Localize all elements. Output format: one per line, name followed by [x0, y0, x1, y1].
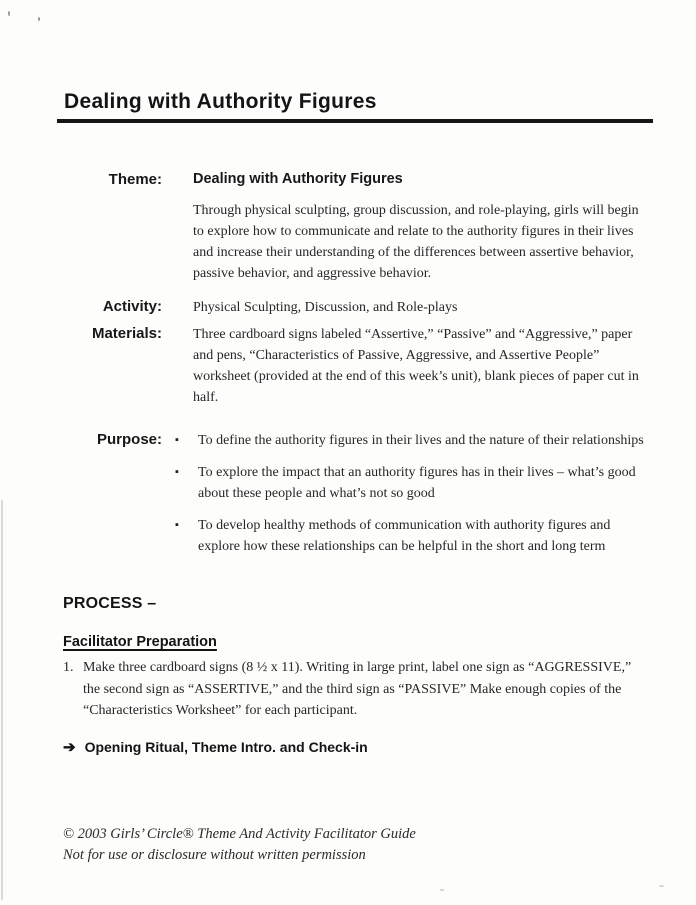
step-number: 1.: [63, 660, 74, 675]
facilitator-preparation-heading: Facilitator Preparation: [63, 634, 217, 650]
square-bullet-icon: ▪: [175, 434, 179, 446]
purpose-bullet-text: To develop healthy methods of communication with authority figures and explore how these relationships can be helpful in the short and long term: [198, 518, 611, 554]
theme-description: Through physical sculpting, group discussion, and role-playing, girls will begin to explore how to communicate and relate to the authority figures in their lives and increase their understanding of the differences between assertive behavior, passive behavior, and aggressive behavior.: [193, 203, 639, 281]
purpose-bullet-item: [175, 462, 645, 504]
theme-heading: Dealing with Authority Figures: [193, 171, 403, 187]
opening-ritual-heading: [63, 738, 368, 756]
square-bullet-icon: ▪: [175, 519, 179, 531]
scan-speck: [659, 885, 664, 887]
purpose-bullet-text: To explore the impact that an authority figures has in their lives – what’s good about these people and what’s not so good: [198, 465, 636, 501]
activity-value: Physical Sculpting, Discussion, and Role-plays: [193, 300, 458, 315]
purpose-bullet-text: To define the authority figures in their lives and the nature of their relationships: [198, 433, 644, 448]
materials-row: [60, 324, 652, 408]
scan-edge-line: [1, 500, 3, 900]
square-bullet-icon: ▪: [175, 466, 179, 478]
process-step-1: [63, 657, 648, 722]
scan-speck: [8, 11, 10, 16]
materials-value: Three cardboard signs labeled “Assertive,” “Passive” and “Aggressive,” paper and pens, “Characteristics of Passive, Aggressive, and Assertive People” worksheet (provided at the end of this week’s unit), blank pieces of paper cut in half.: [193, 327, 639, 405]
step-text: Make three cardboard signs (8 ½ x 11). Writing in large print, label one sign as “AGGRESSIVE,” the second sign as “ASSERTIVE,” and the third sign as “PASSIVE” Make enough copies of the “Characteristics Worksheet” for each participant.: [83, 660, 632, 718]
purpose-bullet-item: [175, 515, 645, 557]
right-arrow-icon: ➔: [63, 739, 76, 756]
theme-value: [193, 170, 645, 284]
opening-ritual-label: Opening Ritual, Theme Intro. and Check-in: [84, 739, 368, 755]
activity-label: Activity:: [102, 298, 162, 315]
purpose-label: Purpose:: [96, 431, 162, 448]
theme-label: Theme:: [108, 171, 162, 188]
page-title: Dealing with Authority Figures: [64, 90, 377, 113]
purpose-row: [60, 430, 652, 568]
theme-row: [60, 170, 652, 284]
purpose-bullet-item: [175, 430, 645, 451]
disclosure-line: Not for use or disclosure without written permission: [63, 847, 366, 863]
title-rule: [57, 119, 653, 123]
process-heading: PROCESS –: [63, 595, 157, 612]
copyright-footer: [63, 824, 416, 866]
scan-speck: [440, 889, 444, 891]
activity-row: [60, 297, 652, 318]
materials-label: Materials:: [91, 325, 162, 342]
copyright-line: © 2003 Girls’ Circle® Theme And Activity Facilitator Guide: [63, 826, 416, 842]
purpose-list: [175, 430, 645, 568]
scan-speck: [38, 17, 40, 21]
